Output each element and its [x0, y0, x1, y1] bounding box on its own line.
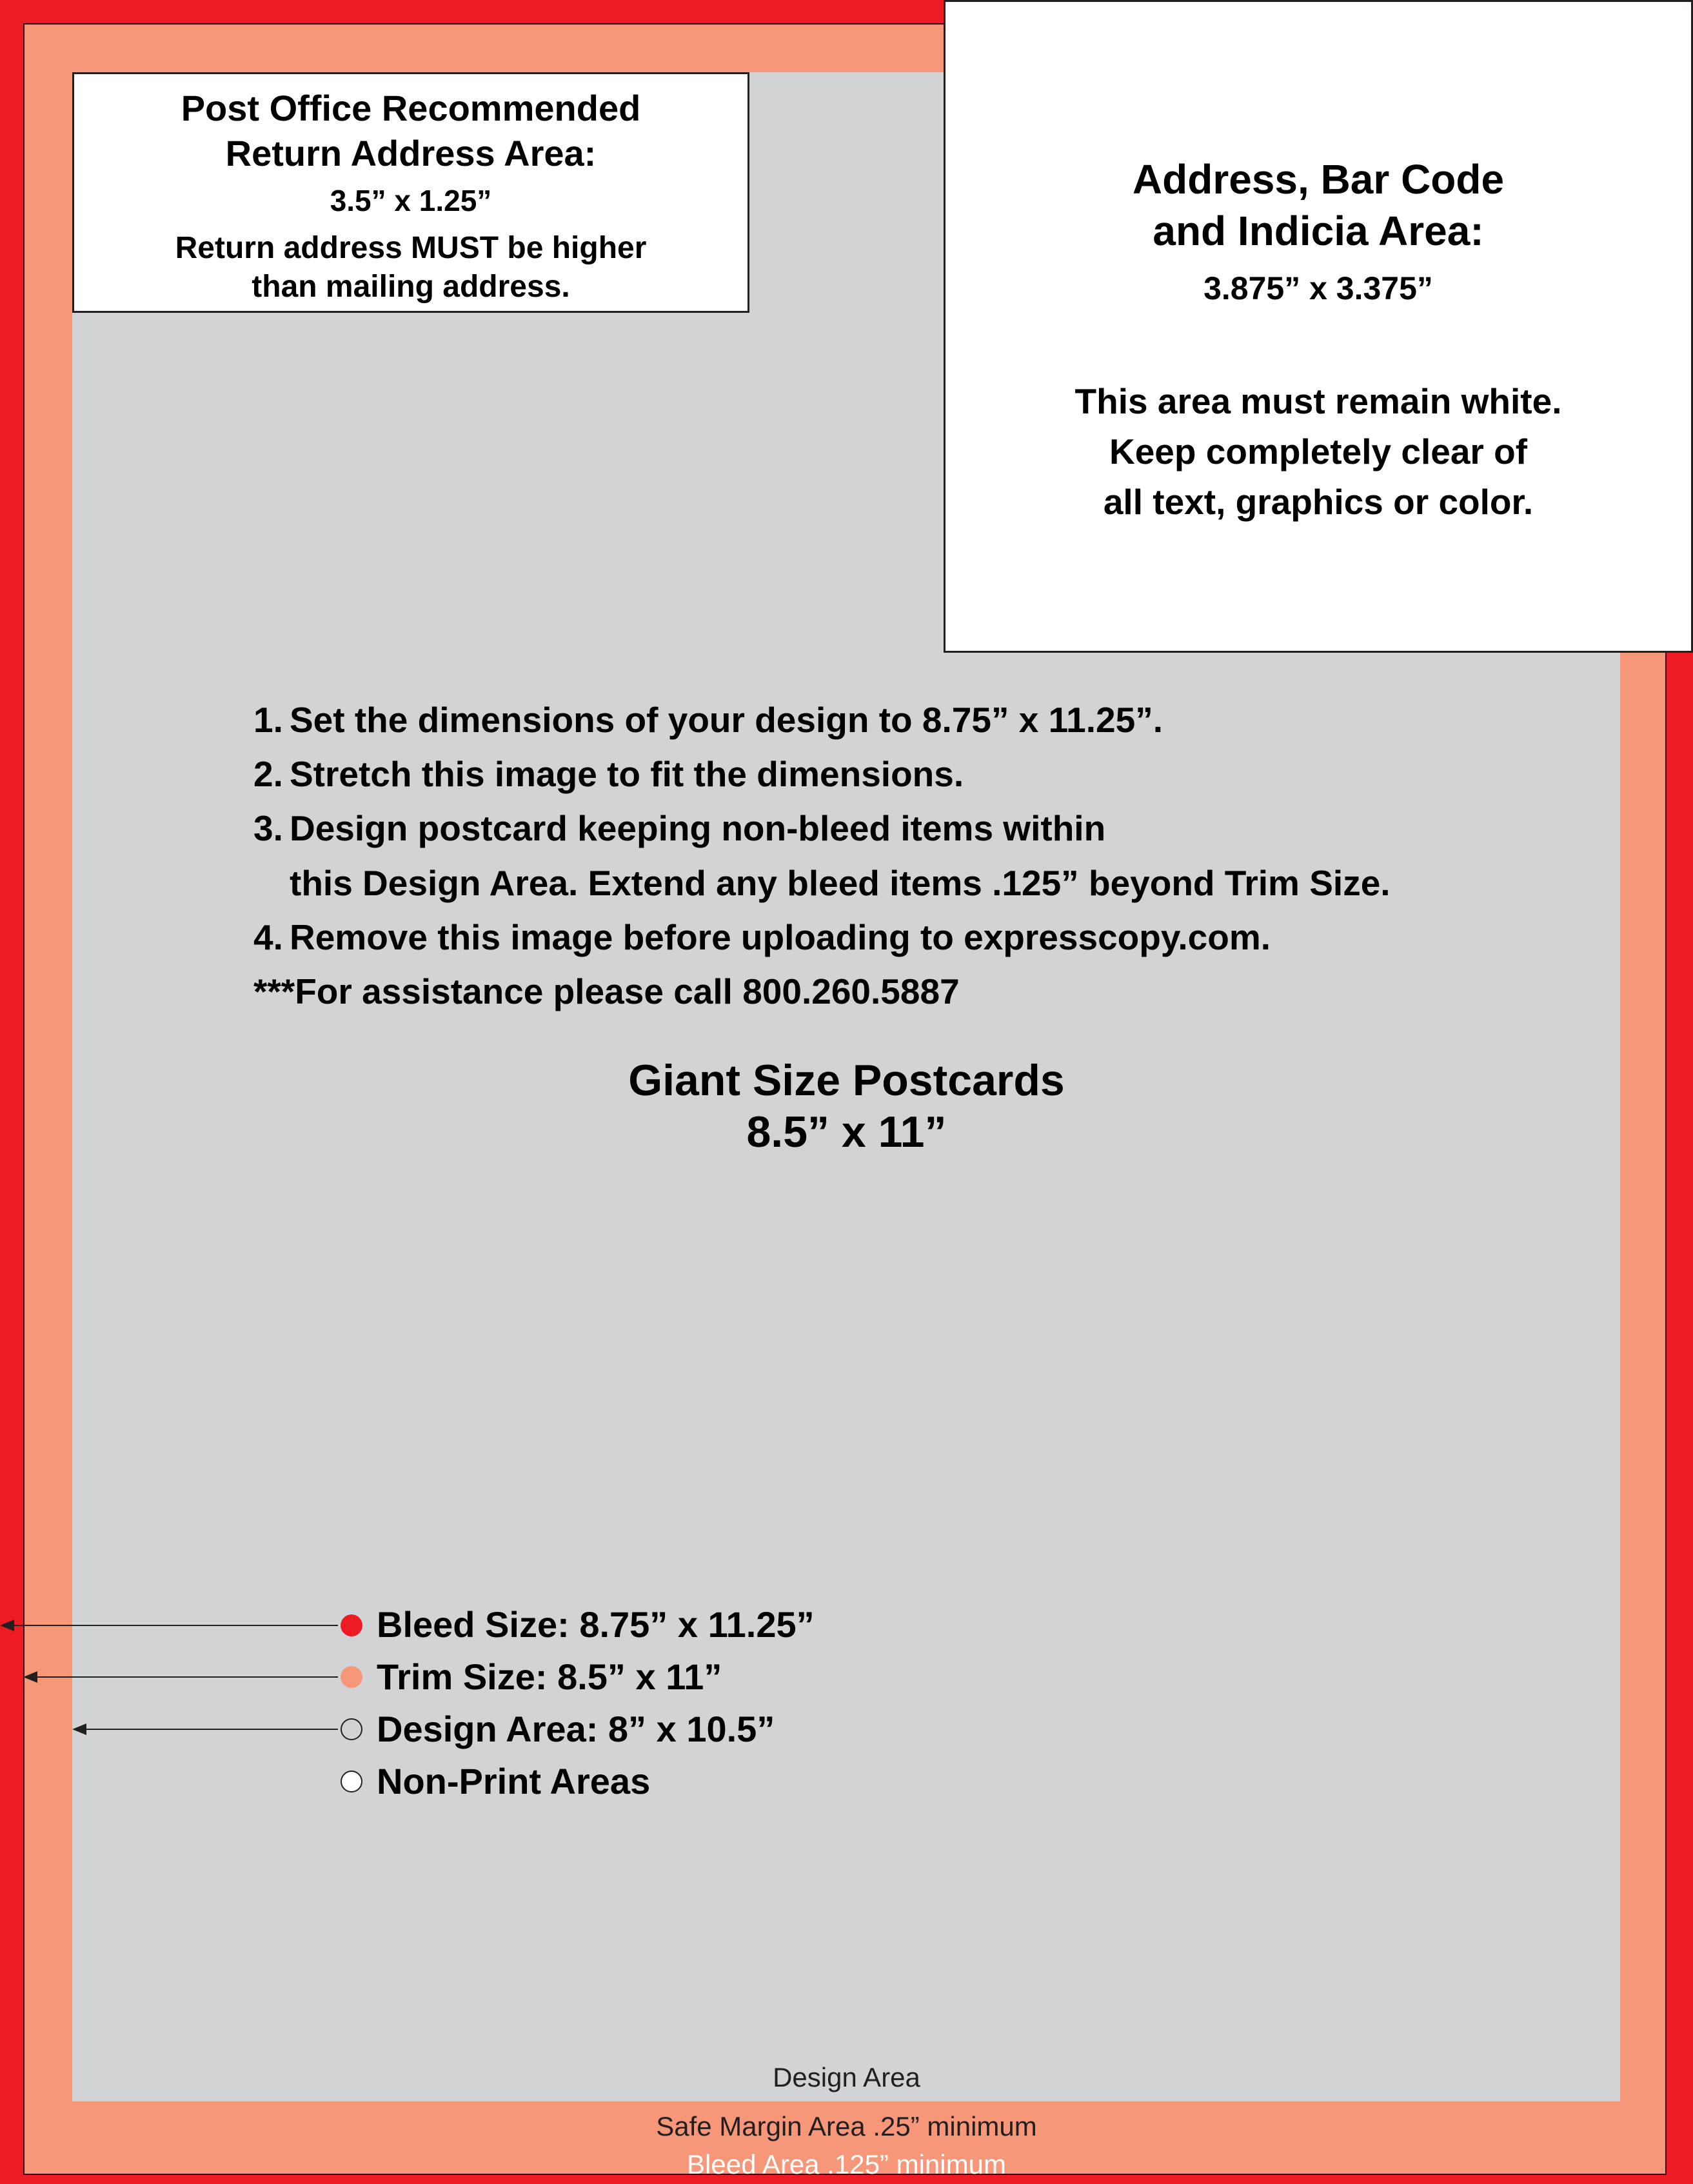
- address-indicia-box: [944, 0, 1693, 653]
- trim-dot-icon: [341, 1666, 362, 1688]
- instruction-step-2: [253, 753, 964, 795]
- instruction-text: Remove this image before uploading to expresscopy.com.: [290, 917, 1271, 957]
- address-box-size: 3.875” x 3.375”: [1203, 270, 1433, 306]
- design-dot-icon: [341, 1718, 362, 1740]
- product-heading: [0, 1055, 1693, 1158]
- instruction-number: 2.: [253, 754, 283, 794]
- non-print-dot-icon: [341, 1771, 362, 1792]
- legend-trim-label: Trim Size: 8.5” x 11”: [377, 1656, 722, 1697]
- product-title: Giant Size Postcards: [628, 1056, 1065, 1105]
- return-address-note: Return address MUST be higher than mailing address.: [175, 231, 647, 304]
- trim-arrow-line: [36, 1676, 338, 1678]
- return-address-title: Post Office Recommended Return Address Area:: [181, 88, 641, 174]
- instruction-number: 3.: [253, 808, 283, 848]
- design-area-label: Design Area: [773, 2062, 920, 2092]
- assistance-note: [253, 970, 960, 1013]
- design-arrow-head: [72, 1723, 86, 1735]
- trim-arrow-head: [23, 1671, 37, 1683]
- instruction-text: ***For assistance please call 800.260.5887: [253, 971, 960, 1011]
- address-box-title: Address, Bar Code and Indicia Area:: [1132, 156, 1505, 254]
- instruction-step-3-continued: [290, 862, 1391, 904]
- return-address-size: 3.5” x 1.25”: [330, 184, 492, 217]
- design-arrow-line: [85, 1729, 338, 1730]
- return-address-box: [72, 72, 749, 313]
- bleed-arrow-line: [13, 1625, 338, 1626]
- legend-design-label: Design Area: 8” x 10.5”: [377, 1709, 775, 1749]
- bleed-area-label: Bleed Area .125” minimum: [687, 2149, 1006, 2179]
- instruction-number: 4.: [253, 917, 283, 957]
- instruction-text: this Design Area. Extend any bleed items .125” beyond Trim Size.: [290, 863, 1391, 903]
- instruction-text: Set the dimensions of your design to 8.75” x 11.25”.: [290, 700, 1163, 740]
- instruction-text: Design postcard keeping non-bleed items within: [290, 808, 1106, 848]
- instruction-step-1: [253, 699, 1163, 741]
- instruction-step-4: [253, 916, 1271, 958]
- safe-margin-label: Safe Margin Area .25” minimum: [656, 2111, 1037, 2141]
- legend-non-print-label: Non-Print Areas: [377, 1761, 651, 1802]
- instruction-number: 1.: [253, 700, 283, 740]
- instruction-text: Stretch this image to fit the dimensions.: [290, 754, 964, 794]
- legend-bleed-label: Bleed Size: 8.75” x 11.25”: [377, 1604, 815, 1645]
- bleed-dot-icon: [341, 1614, 362, 1636]
- instruction-step-3: [253, 807, 1105, 849]
- bleed-arrow-head: [0, 1620, 14, 1631]
- address-box-note: This area must remain white. Keep completely clear of all text, graphics or color.: [1074, 381, 1562, 522]
- product-size: 8.5” x 11”: [746, 1107, 947, 1157]
